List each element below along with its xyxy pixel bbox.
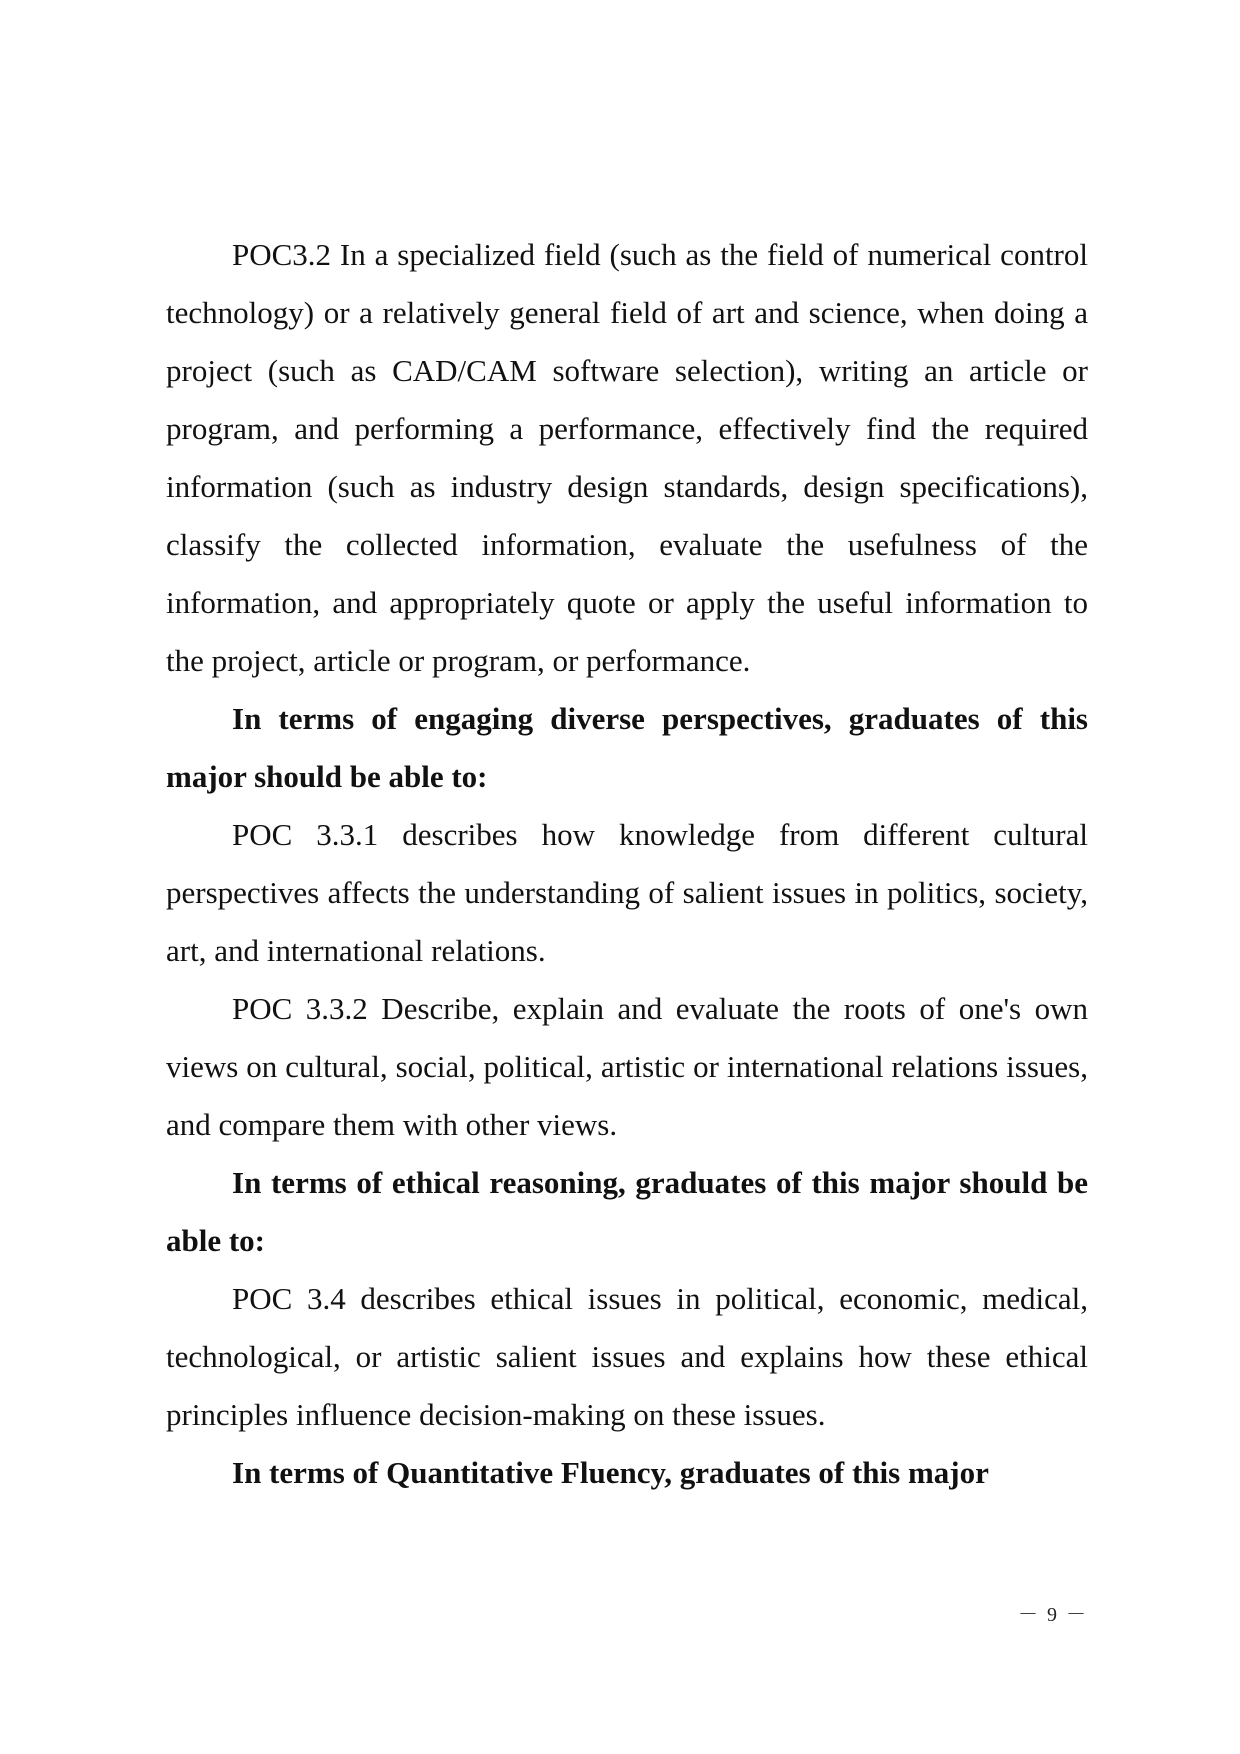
heading-diverse-perspectives: In terms of engaging diverse perspectives, graduates of this major should be able to: <box>166 701 1088 794</box>
paragraph-poc-3-2: POC3.2 In a specialized field (such as the field of numerical control technology) or a relatively general field of art and science, when doing a project (such as CAD/CAM software selection), writing an article or program, and performing a performance, effectively find the required information (such as industry design standards, design specifications), classify the collected information, evaluate the usefulness of the information, and appropriately quote or apply the useful information to the project, article or program, or performance. <box>166 237 1088 678</box>
document-body <box>166 226 1088 1502</box>
paragraph-poc-3-3-1: POC 3.3.1 describes how knowledge from different cultural perspectives affects the understanding of salient issues in politics, society, art, and international relations. <box>166 817 1088 968</box>
paragraph-poc-3-4: POC 3.4 describes ethical issues in political, economic, medical, technological, or artistic salient issues and explains how these ethical principles influence decision-making on these issues. <box>166 1281 1088 1432</box>
heading-quantitative-fluency: In terms of Quantitative Fluency, graduates of this major <box>232 1455 989 1490</box>
paragraph-poc-3-3-2: POC 3.3.2 Describe, explain and evaluate the roots of one's own views on cultural, social, political, artistic or international relations issues, and compare them with other views. <box>166 991 1088 1142</box>
heading-ethical-reasoning: In terms of ethical reasoning, graduates of this major should be able to: <box>166 1165 1088 1258</box>
page-number: － 9 － <box>1018 1604 1088 1626</box>
